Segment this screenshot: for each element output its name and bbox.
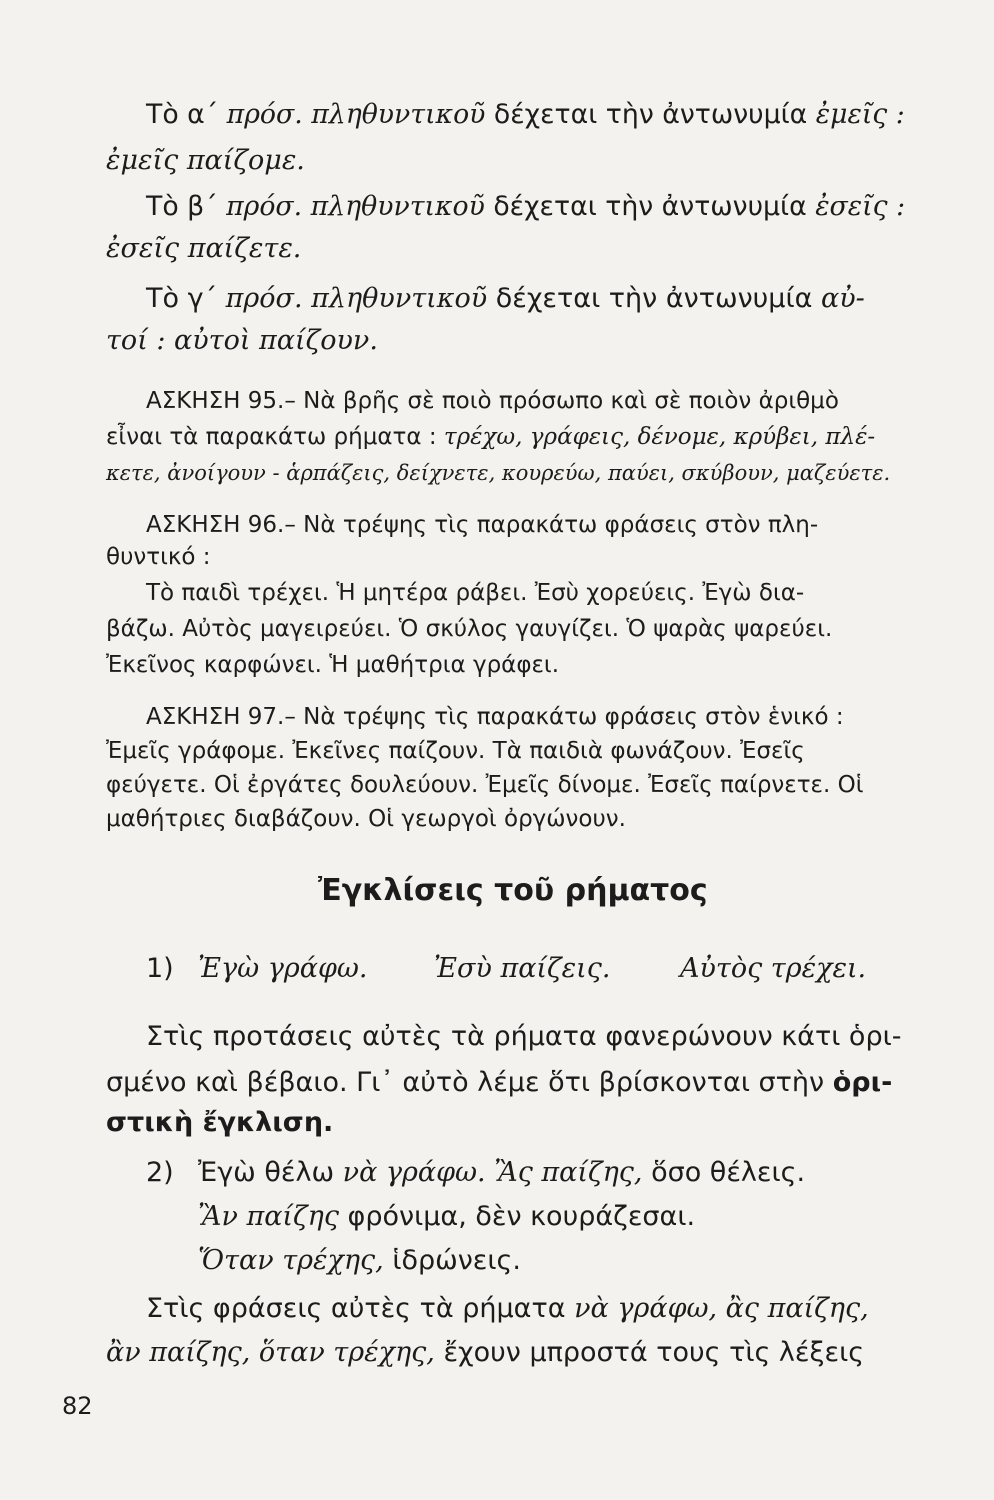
text-bold: ὁρι- (832, 1067, 893, 1098)
text-italic: Ὅταν τρέχης, (198, 1245, 384, 1276)
text-italic: πρόσ. πληθυντικοῦ (225, 283, 488, 314)
text: εἶναι τὰ παρακάτω ρήματα : (106, 424, 444, 450)
ex95-line-2 (106, 420, 875, 454)
page-number: 82 (62, 1392, 93, 1420)
sec1-para-line-2 (106, 1066, 892, 1100)
sec1-para-line-3: στικὴ ἔγκλιση. (106, 1107, 334, 1138)
text-italic: τρέχω, γράφεις, δένομε, κρύβει, πλέ- (443, 424, 876, 450)
sec1-num: 1) (146, 953, 174, 984)
ex95-line-3: κετε, ἀνοίγουν - ἁρπάζεις, δείχνετε, κουρεύω, παύει, σκύβουν, μαζεύετε. (106, 461, 891, 485)
intro-line-6: τοί : αὐτοὶ παίζουν. (106, 325, 378, 356)
sec1-example-1: Ἐγὼ γράφω. (198, 953, 368, 984)
text-italic: Ἂς παίζης, (494, 1157, 643, 1188)
intro-line-4: ἐσεῖς παίζετε. (106, 233, 302, 264)
ex97-line-1: ΑΣΚΗΣΗ 97.– Νὰ τρέψης τὶς παρακάτω φράσεις στὸν ἑνικό : (146, 704, 844, 730)
ex96-line-4: βάζω. Αὐτὸς μαγειρεύει. Ὁ σκύλος γαυγίζει. Ὁ ψαρὰς ψαρεύει. (106, 616, 833, 642)
ex96-line-1: ΑΣΚΗΣΗ 96.– Νὰ τρέψης τὶς παρακάτω φράσεις στὸν πλη- (146, 512, 819, 538)
text-italic: ἐμεῖς : (815, 99, 905, 130)
ex97-line-3: φεύγετε. Οἱ ἐργάτες δουλεύουν. Ἐμεῖς δίνομε. Ἐσεῖς παίρνετε. Οἱ (106, 772, 864, 798)
text (486, 1157, 495, 1188)
sec2-para-line-1 (146, 1292, 869, 1326)
sec1-para-line-1: Στὶς προτάσεις αὐτὲς τὰ ρήματα φανερώνουν κάτι ὁρι- (146, 1021, 902, 1052)
text: δέχεται τὴν ἀντωνυμία (484, 191, 816, 222)
text-italic: νὰ γράφω, ἂς παίζης, (574, 1293, 869, 1324)
intro-line-5 (146, 282, 865, 316)
text-italic: πρόσ. πληθυντικοῦ (226, 99, 486, 130)
ex96-line-2: θυντικό : (106, 544, 211, 570)
text: δέχεται τὴν ἀντωνυμία (487, 283, 821, 314)
text: Τὸ α΄ (146, 99, 227, 130)
text: φρόνιμα, δὲν κουράζεσαι. (338, 1201, 696, 1232)
text-italic: ἐσεῖς : (815, 191, 906, 222)
ex97-line-4: μαθήτριες διαβάζουν. Οἱ γεωργοὶ ὀργώνουν. (106, 806, 626, 832)
sec2-example-line-1 (198, 1156, 805, 1190)
ex96-line-5: Ἐκεῖνος καρφώνει. Ἡ μαθήτρια γράφει. (106, 652, 560, 678)
text: Τὸ β΄ (146, 191, 227, 222)
text: ὅσο θέλεις. (642, 1157, 806, 1188)
intro-line-2: ἐμεῖς παίζομε. (106, 145, 305, 176)
text: δέχεται τὴν ἀντωνυμία (485, 99, 816, 130)
text-italic: νὰ γράφω. (342, 1157, 486, 1188)
section-heading: Ἐγκλίσεις τοῦ ρήματος (318, 873, 708, 908)
text: Ἐγὼ θέλω (198, 1157, 343, 1188)
text: Στὶς φράσεις αὐτὲς τὰ ρήματα (146, 1293, 575, 1324)
text-italic: Ἂν παίζης (198, 1201, 339, 1232)
ex96-line-3: Τὸ παιδὶ τρέχει. Ἡ μητέρα ράβει. Ἐσὺ χορεύεις. Ἐγὼ δια- (146, 580, 805, 606)
intro-line-1 (146, 98, 905, 132)
text: Τὸ γ΄ (146, 283, 226, 314)
ex97-line-2: Ἐμεῖς γράφομε. Ἐκεῖνες παίζουν. Τὰ παιδιὰ φωνάζουν. Ἐσεῖς (106, 738, 805, 764)
intro-line-3 (146, 190, 905, 224)
text-italic: ἂν παίζης, ὅταν τρέχης, (106, 1337, 435, 1368)
sec2-para-line-2 (106, 1336, 864, 1370)
text: ἱδρώνεις. (383, 1245, 521, 1276)
sec2-example-line-3 (198, 1244, 521, 1278)
sec2-example-line-2 (198, 1200, 695, 1234)
text: ἔχουν μπροστά τους τὶς λέξεις (434, 1337, 865, 1368)
text: σμένο καὶ βέβαιο. Γι᾿ αὐτὸ λέμε ὅτι βρίσκονται στὴν (106, 1067, 833, 1098)
sec1-example-3: Αὐτὸς τρέχει. (680, 953, 867, 984)
sec1-example-2: Ἐσὺ παίζεις. (434, 953, 611, 984)
text-italic: πρόσ. πληθυντικοῦ (226, 191, 485, 222)
text-italic: αὐ- (820, 283, 865, 314)
ex95-line-1: ΑΣΚΗΣΗ 95.– Νὰ βρῆς σὲ ποιὸ πρόσωπο καὶ σὲ ποιὸν ἀριθμὸ (146, 388, 839, 414)
sec2-num: 2) (146, 1157, 174, 1188)
